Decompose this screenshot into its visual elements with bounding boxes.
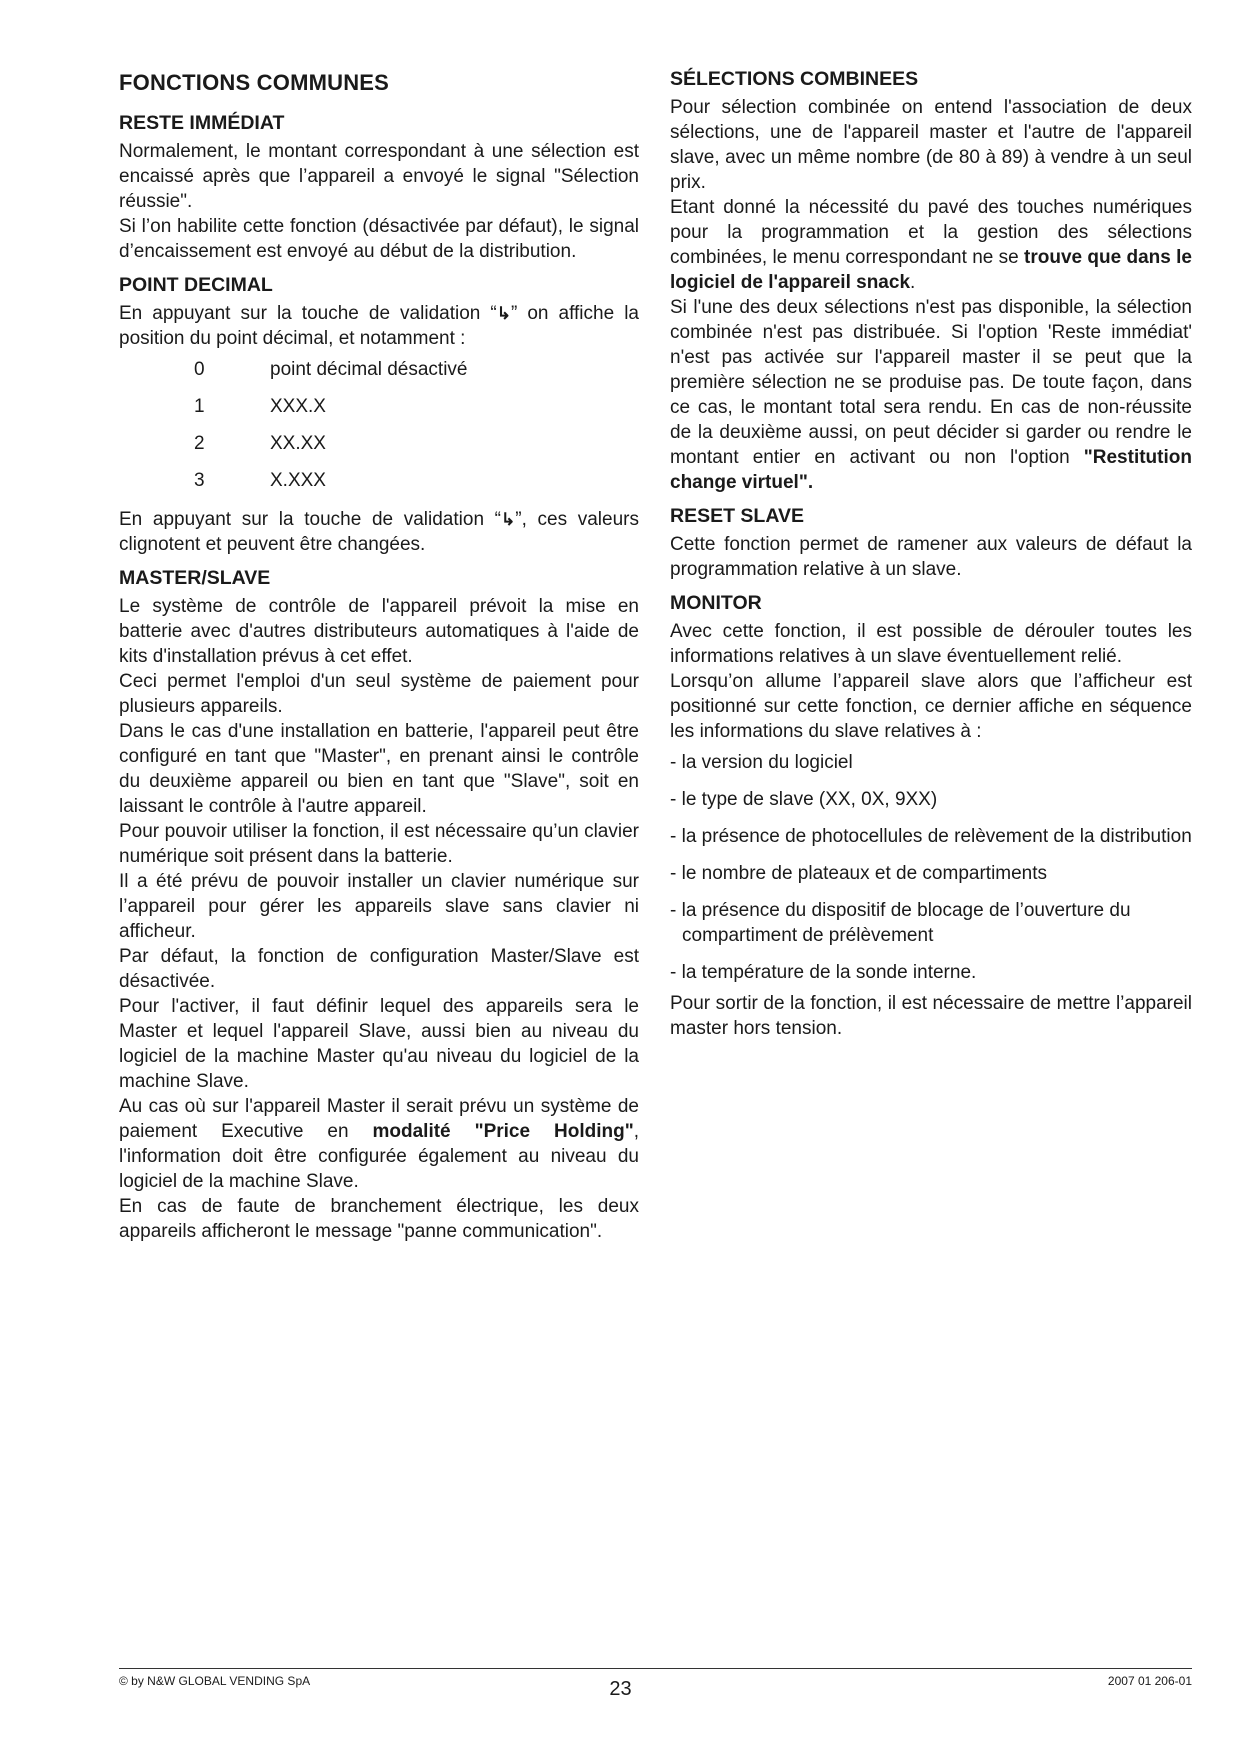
monitor-paragraph-3: Pour sortir de la fonction, il est nécessaire de mettre l’appareil master hors tension. — [670, 993, 1192, 1039]
heading-selections-combinees: SÉLECTIONS COMBINEES — [670, 68, 919, 90]
heading-reste-immediat: RESTE IMMÉDIAT — [119, 112, 285, 134]
footer-copyright: © by N&W GLOBAL VENDING SpA — [119, 1674, 311, 1688]
list-item: - le nombre de plateaux et de compartiments — [670, 863, 1048, 884]
footer-divider — [119, 1668, 1192, 1669]
combinees-paragraph-1: Pour sélection combinée on entend l'association de deux sélections, une de l'appareil master et l'autre de l'appareil slave, avec un même nombre (de 80 à 89) à vendre à un seul prix. — [670, 97, 1192, 193]
monitor-paragraph-2: Lorsqu’on allume l’appareil slave alors que l’afficheur est positionné sur cette fonction, ce dernier affiche en séquence les informations du slave relatives à : — [670, 671, 1192, 742]
master-paragraph-6: Par défaut, la fonction de configuration Master/Slave est désactivée. — [119, 946, 639, 992]
combinees-paragraph-2: Etant donné la nécessité du pavé des touches numériques pour la programmation et la gestion des sélections combinées, le menu correspondant ne se trouve que dans le logiciel de l'appareil snack. — [670, 197, 1193, 293]
combinees-paragraph-3: Si l'une des deux sélections n'est pas disponible, la sélection combinée n'est pas distribuée. Si l'option 'Reste immédiat' n'est pas activée sur l'appareil master il se peut que la première sélection ne se produise pas. De toute façon, dans ce cas, le montant total sera rendu. En cas de non-réussite de la deuxième aussi, on peut décider si garder ou rendre le montant entier en activant ou non l'option "Restitution change virtuel". — [670, 297, 1192, 493]
list-item: 2 XX.XX — [194, 433, 326, 454]
list-item: 1 XXX.X — [194, 396, 326, 417]
list-item: 0 point décimal désactivé — [194, 359, 468, 380]
monitor-paragraph-1: Avec cette fonction, il est possible de dérouler toutes les informations relatives à un slave éventuellement relié. — [670, 621, 1192, 667]
list-item: - la présence de photocellules de relèvement de la distribution — [670, 826, 1192, 847]
reset-paragraph-1: Cette fonction permet de ramener aux valeurs de défaut la programmation relative à un slave. — [670, 534, 1192, 580]
decimal-point-list — [194, 359, 639, 507]
page-number: 23 — [609, 1678, 632, 1700]
list-item: - la présence du dispositif de blocage de l’ouverture du compartiment de prélèvement — [670, 900, 1131, 946]
right-column — [670, 64, 1192, 1041]
list-item: - le type de slave (XX, 0X, 9XX) — [670, 789, 938, 810]
master-paragraph-4: Pour pouvoir utiliser la fonction, il est nécessaire qu’un clavier numérique soit présent dans la batterie. — [119, 821, 639, 867]
heading-master-slave: MASTER/SLAVE — [119, 567, 271, 589]
list-item: - la version du logiciel — [670, 752, 853, 773]
master-paragraph-8: Au cas où sur l'appareil Master il serait prévu un système de paiement Executive en modalité "Price Holding", l'information doit être configurée également au niveau du logiciel de la machine Slave. — [119, 1096, 639, 1192]
enter-key-icon: ↳ — [496, 304, 511, 323]
list-item: 3 X.XXX — [194, 470, 326, 491]
master-paragraph-5: Il a été prévu de pouvoir installer un clavier numérique sur l’appareil pour gérer les appareils slave sans clavier ni afficheur. — [119, 871, 639, 942]
footer-document-code: 2007 01 206-01 — [1107, 1674, 1192, 1688]
master-paragraph-9: En cas de faute de branchement électrique, les deux appareils afficheront le message "panne communication". — [119, 1196, 639, 1242]
master-paragraph-1: Le système de contrôle de l'appareil prévoit la mise en batterie avec d'autres distributeurs automatiques à l'aide de kits d'installation prévus à cet effet. — [119, 596, 639, 667]
list-item: - la température de la sonde interne. — [670, 962, 977, 983]
master-paragraph-2: Ceci permet l'emploi d'un seul système de paiement pour plusieurs appareils. — [119, 671, 639, 717]
heading-monitor: MONITOR — [670, 592, 762, 614]
heading-reset-slave: RESET SLAVE — [670, 505, 804, 527]
master-paragraph-3: Dans le cas d'une installation en batterie, l'appareil peut être configuré en tant que "Master", en prenant ainsi le contrôle du deuxième appareil ou bien en tant que "Slave", soit en laissant le contrôle à l'autre appareil. — [119, 721, 639, 817]
heading-point-decimal: POINT DECIMAL — [119, 274, 273, 296]
point-paragraph-2: En appuyant sur la touche de validation “↳”, ces valeurs clignotent et peuvent être changées. — [119, 509, 639, 555]
page-title: FONCTIONS COMMUNES — [119, 70, 390, 95]
reste-paragraph-1: Normalement, le montant correspondant à une sélection est encaissé après que l’appareil a envoyé le signal "Sélection réussie". — [119, 141, 639, 212]
point-paragraph-1: En appuyant sur la touche de validation “↳” on affiche la position du point décimal, et notamment : — [119, 303, 639, 349]
enter-key-icon: ↳ — [501, 510, 516, 529]
left-column — [119, 64, 639, 1244]
reste-paragraph-2: Si l’on habilite cette fonction (désactivée par défaut), le signal d’encaissement est envoyé au début de la distribution. — [119, 216, 639, 262]
master-paragraph-7: Pour l'activer, il faut définir lequel des appareils sera le Master et lequel l'appareil Slave, aussi bien au niveau du logiciel de la machine Master qu'au niveau du logiciel de la machine Slave. — [119, 996, 639, 1092]
